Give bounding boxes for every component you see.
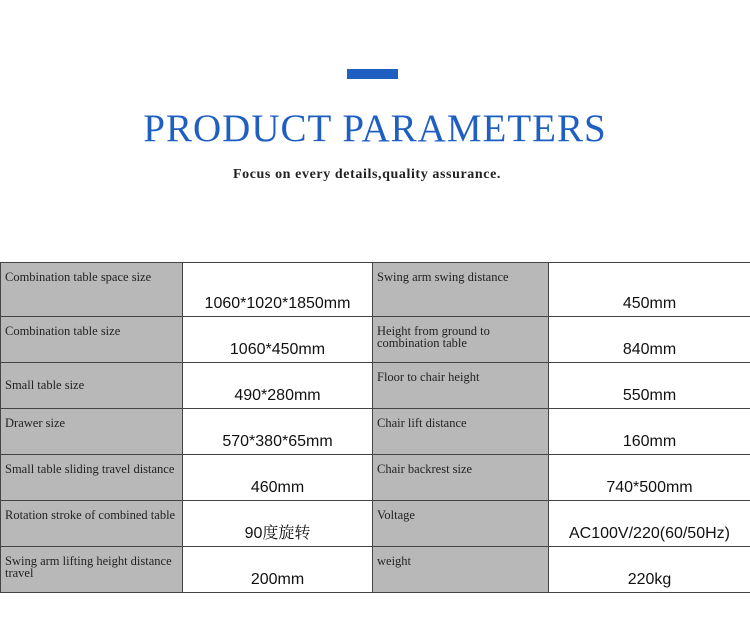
param-label: Height from ground to combination table <box>373 317 549 363</box>
param-value: 450mm <box>549 263 750 317</box>
table-row <box>1 317 750 363</box>
param-label: Swing arm swing distance <box>373 263 549 317</box>
param-label: Combination table size <box>1 317 183 363</box>
param-value: 550mm <box>549 363 750 409</box>
param-label: Small table size <box>1 363 183 409</box>
param-label: Rotation stroke of combined table <box>1 501 183 547</box>
param-label: weight <box>373 547 549 593</box>
param-label: Swing arm lifting height distance travel <box>1 547 183 593</box>
table-row <box>1 547 750 593</box>
param-label: Chair lift distance <box>373 409 549 455</box>
param-value: 1060*450mm <box>183 317 373 363</box>
table-row <box>1 455 750 501</box>
param-value: AC100V/220(60/50Hz) <box>549 501 750 547</box>
parameters-table <box>0 262 750 593</box>
param-label: Small table sliding travel distance <box>1 455 183 501</box>
table-row <box>1 263 750 317</box>
param-label: Floor to chair height <box>373 363 549 409</box>
param-value: 490*280mm <box>183 363 373 409</box>
page-title: PRODUCT PARAMETERS <box>143 107 607 150</box>
param-value: 200mm <box>183 547 373 593</box>
param-value: 220kg <box>549 547 750 593</box>
param-value: 740*500mm <box>549 455 750 501</box>
param-label: Drawer size <box>1 409 183 455</box>
param-value: 90度旋转 <box>183 501 373 547</box>
param-label: Combination table space size <box>1 263 183 317</box>
table-row <box>1 363 750 409</box>
param-value: 160mm <box>549 409 750 455</box>
table-row <box>1 409 750 455</box>
accent-bar <box>347 69 398 79</box>
page-subtitle: Focus on every details,quality assurance. <box>232 167 502 182</box>
table-row <box>1 501 750 547</box>
param-value: 840mm <box>549 317 750 363</box>
param-label: Chair backrest size <box>373 455 549 501</box>
param-value: 570*380*65mm <box>183 409 373 455</box>
param-label: Voltage <box>373 501 549 547</box>
param-value: 1060*1020*1850mm <box>183 263 373 317</box>
param-value: 460mm <box>183 455 373 501</box>
